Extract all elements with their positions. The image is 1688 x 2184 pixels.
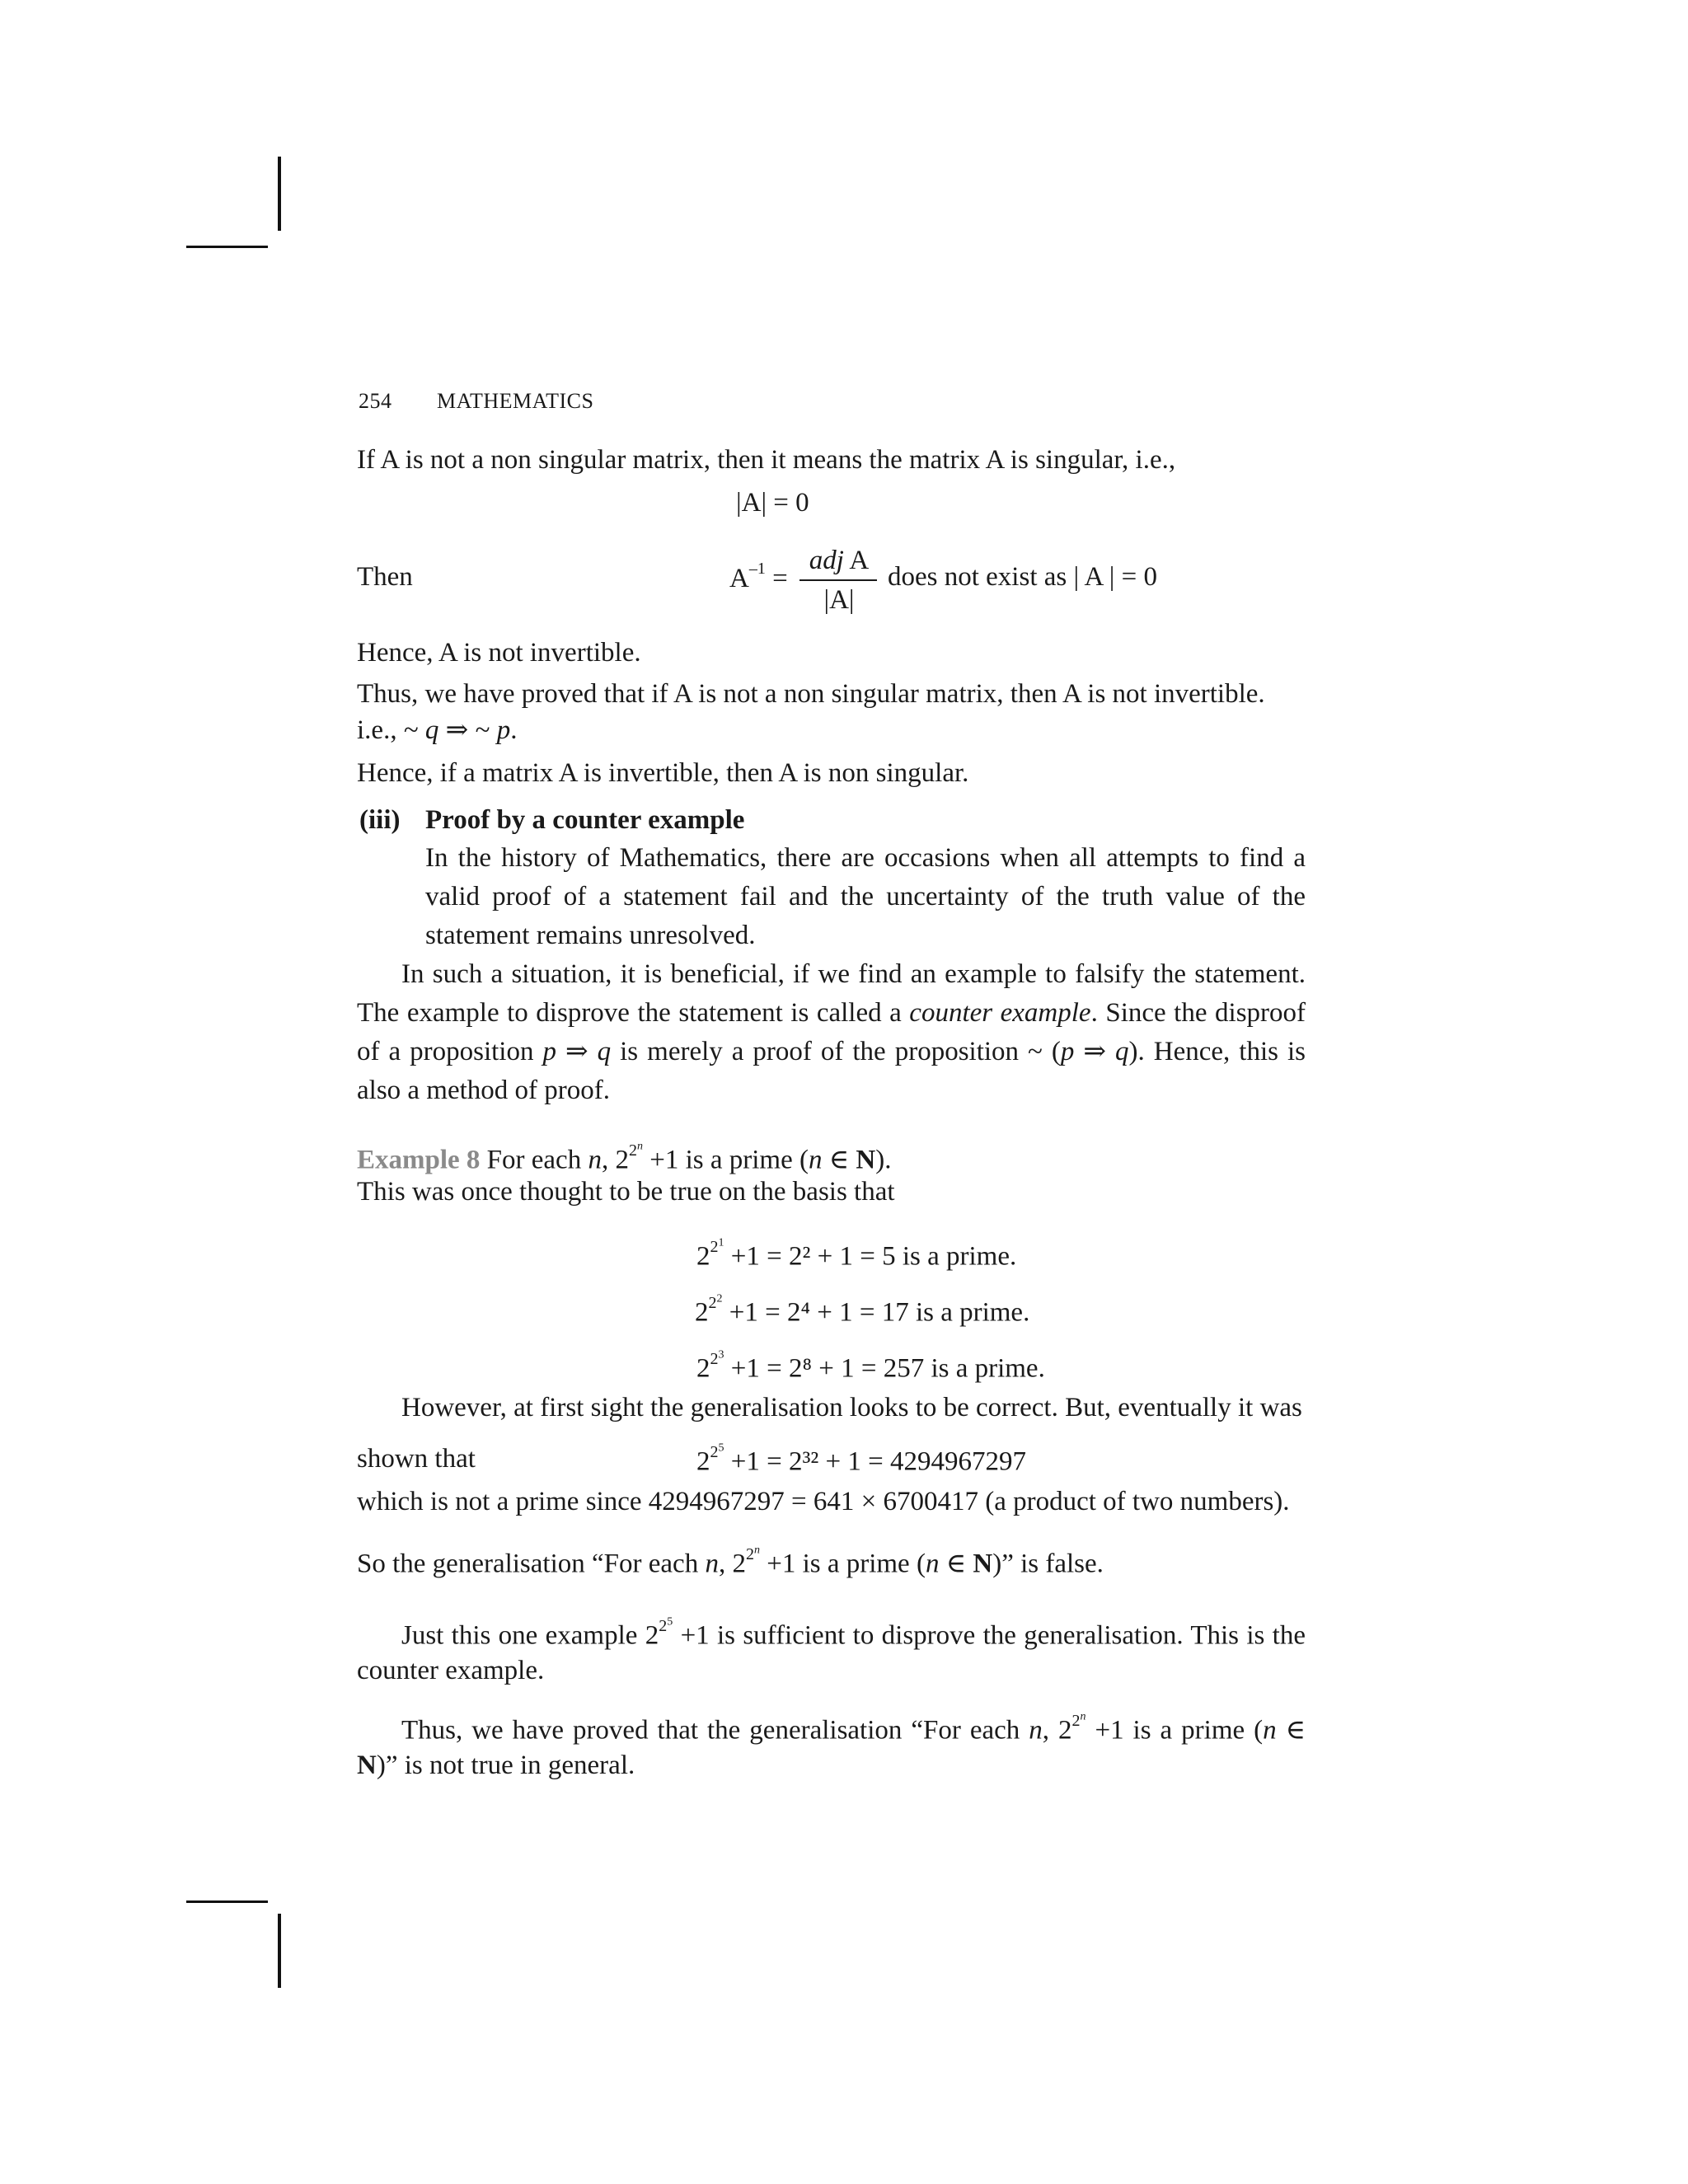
paragraph-just: Just this one example $2^{2^5} +1$ is sufficient to disprove the generalisation. This is the counter example. [357,1615,1306,1685]
crop-mark-top-horizontal [186,246,268,248]
fraction-line [799,579,877,581]
paragraph-however: However, at first sight the generalisation looks to be correct. But, eventually it was [401,1393,1302,1422]
paragraph-once-thought: This was once thought to be true on the basis that [357,1177,895,1207]
example-8-statement: Example 8 For each n, $2^{2^n} +1$ is a prime (n ∈ N). [357,1140,892,1175]
paragraph-so: So the generalisation “For each n, $2^{2^n} +1$ is a prime (n ∈ N)” is false. [357,1544,1104,1579]
paragraph-intro: If A is not a non singular matrix, then it means the matrix A is singular, i.e., [357,445,1176,475]
section-title: Proof by a counter example [425,805,745,835]
paragraph-hence-1: Hence, A is not invertible. [357,638,641,668]
paragraph-situation: In such a situation, it is beneficial, if we find an example to falsify the statement. The example to disprove the statement is called a counter example. Since the disproof of a proposition p ⇒ q is merely a proof of the proposition ~ (p ⇒ q). Hence, this is also a method of proof. [357,959,1306,1105]
equation-det-zero: |A| = 0 [736,488,809,518]
equation-fermat-5: $2^{2^5} +1 = 2^{32} + 1 = 4294967297$ [696,1441,1026,1477]
fraction-numerator: adj A [809,546,870,575]
paragraph-hence-2: Hence, if a matrix A is invertible, then A is non singular. [357,758,969,788]
equation-fermat-1: $2^{2^1} +1 = 2^2 + 1 = 5$ is a prime. [696,1236,1017,1272]
paragraph-which: which is not a prime since 4294967297 = 641 × 6700417 (a product of two numbers). [357,1487,1290,1516]
section-number: (iii) [359,805,401,835]
paragraph-ie: i.e., ~ q ⇒ ~ p. [357,715,518,745]
shown-that-label: shown that [357,1444,476,1474]
paragraph-final: Thus, we have proved that the generalisation “For each n, $2^{2^n} +1$ is a prime (n ∈ N)” is not true in general. [357,1710,1306,1780]
fraction-denominator: |A| [823,585,855,615]
paragraph-thus-1: Thus, we have proved that if A is not a non singular matrix, then A is not invertible. [357,679,1265,709]
equation-inverse-note: does not exist as | A | = 0 [888,562,1157,592]
equation-label-then: Then [357,562,413,592]
crop-mark-top-vertical [278,157,281,231]
crop-mark-bottom-horizontal [186,1900,268,1903]
equation-fermat-3: $2^{2^3} +1 = 2^8 + 1 = 257$ is a prime. [696,1348,1045,1384]
example-label: Example 8 [357,1145,481,1175]
equation-fermat-2: $2^{2^2} +1 = 2^4 + 1 = 17$ is a prime. [695,1292,1030,1328]
crop-mark-bottom-vertical [278,1914,281,1988]
running-title: MATHEMATICS [437,389,594,413]
page-number: 254 [359,389,392,413]
paragraph-history: In the history of Mathematics, there are occasions when all attempts to find a valid proof of a statement fail and the uncertainty of the truth value of the statement remains unresolved. [425,843,1306,950]
equation-inverse-lhs: $A^{-1}$ = [729,560,788,593]
